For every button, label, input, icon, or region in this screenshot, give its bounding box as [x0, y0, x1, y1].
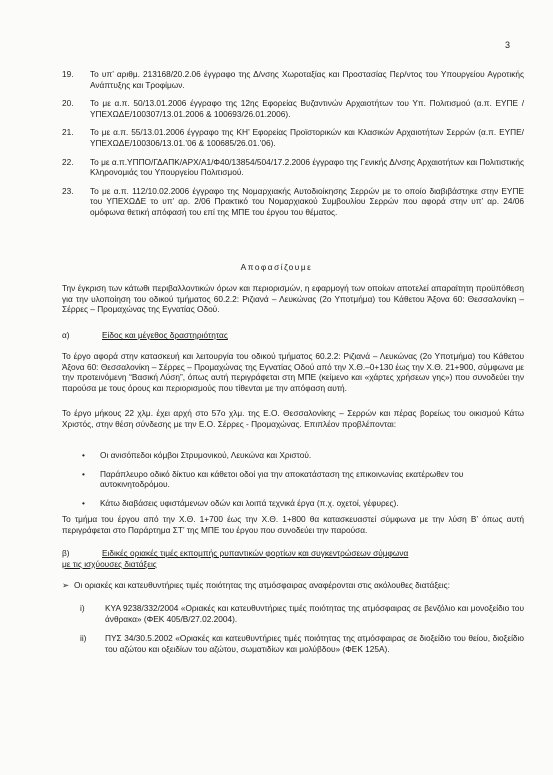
reference-item: [62, 186, 524, 218]
page-number: 3: [505, 40, 511, 50]
item-text: ΚΥΑ 9238/332/2004 «Οριακές και κατευθυντήριες τιμές ποιότητας της ατμόσφαιρας σε βενζόλιο και μονοξείδιο του άνθρακα» (ΦΕΚ 405/Β/27.02.2004).: [105, 603, 524, 624]
list-item-text: Κάτω διαβάσεις υφιστάμενων οδών και λοιπά τεχνικά έργα (π.χ. οχετοί, γέφυρες).: [100, 497, 399, 508]
list-item: [80, 603, 524, 624]
arrow-bullet-icon: ➢: [62, 580, 69, 590]
item-number: i): [80, 603, 85, 613]
item-text: Το με α.π. 112/10.02.2006 έγγραφο της Νομαρχιακής Αυτοδιοίκησης Σερρών με το οποίο διαβιβάστηκε στην ΕΥΠΕ του ΥΠΕΧΩΔΕ το υπ’ αρ. 2/06 Πρακτικό του Νομαρχιακού Συμβουλίου Σερρών που αφορά στην υπ’ αρ. 24/06 ομόφωνα θετική απόφασή του επί της ΜΠΕ του έργου του θέματος.: [90, 185, 524, 217]
solution-b-paragraph: Το τμήμα του έργου από την Χ.Θ. 1+700 έως την Χ.Θ. 1+800 θα κατασκευαστεί σύμφωνα με την λύση Β’ όπως αυτή περιγράφεται στο Παράρτημα ΣΤ’ της ΜΠΕ του έργου που συνοδεύει την παρούσα.: [62, 514, 524, 535]
section-letter: β): [62, 548, 70, 558]
item-text: Το υπ’ αριθμ. 213168/20.2.06 έγγραφο της Δ/νσης Χωροταξίας και Προστασίας Περ/ντος του Υπουργείου Αγροτικής Ανάπτυξης και Τροφίμων.: [90, 69, 524, 90]
provisions-list: [62, 450, 524, 516]
item-text: Το με α.π.ΥΠΠΟ/ΓΔΑΠΚ/ΑΡΧ/Α1/Φ40/13854/504/17.2.2006 έγγραφο της Γενικής Δ/νσης Αρχαιοτήτων και Πολιτιστικής Κληρονομιάς του Υπουργείου Πολιτισμού.: [90, 156, 524, 178]
item-number: 21.: [62, 127, 74, 138]
section-b-heading: [62, 548, 524, 569]
item-text: Το με α.π. 50/13.01.2006 έγγραφο της 12ης Εφορείας Βυζαντινών Αρχαιοτήτων του Υπ. Πολιτισμού (α.π. ΕΥΠΕ /ΥΠΕΧΩΔΕ/100307/13.01.2006 & 100693/26.01.2006).: [90, 98, 524, 119]
item-number: ii): [80, 633, 87, 644]
list-item: [62, 450, 524, 461]
section-letter: α): [62, 330, 70, 340]
list-item-text: Παράπλευρο οδικό δίκτυο και κάθετοι οδοί για την αποκατάσταση της επικοινωνίας εκατέρωθεν του αυτοκινητοδρόμου.: [100, 468, 464, 490]
bullet-icon: •: [82, 450, 85, 460]
section-a-heading: [62, 330, 524, 341]
section-title: Ειδικές οριακές τιμές εκπομπής ρυπαντικών φορτίων και συγκεντρώσεων σύμφωνα: [102, 548, 409, 558]
item-number: 22.: [62, 156, 74, 167]
air-quality-paragraph: [62, 580, 524, 591]
reference-item: [62, 69, 524, 90]
bullet-icon: •: [82, 468, 85, 479]
item-number: 20.: [62, 98, 74, 109]
list-item: [62, 498, 524, 509]
reference-item: [62, 127, 524, 148]
section-title-continued: με τις ισχύουσες διατάξεις: [62, 558, 157, 569]
list-item: [80, 633, 524, 654]
item-number: 19.: [62, 69, 74, 79]
decision-heading: Αποφασίζουμε: [240, 262, 313, 272]
bullet-icon: •: [82, 497, 85, 508]
project-description-paragraph: Το έργο αφορά στην κατασκευή και λειτουργία του οδικού τμήματος 60.2.2: Ριζιανά – Λευκώνας (2ο Υποτμήμα) του Κάθετου Άξονα 60: Θεσσαλονίκη – Σέρρες – Προμαχώνας της Εγνατίας Οδού από την Χ.Θ.–0+130 έως την Χ.Θ. 21+900, σύμφωνα με την προτεινόμενη “Βασική Λύση”, όπως αυτή περιγράφεται στη ΜΠΕ (κείμενο και «χάρτες χρήσεων γης») που συνοδεύει την παρούσα με τους όρους και περιορισμούς που τίθενται με την απόφαση αυτή.: [62, 351, 524, 393]
reference-item: [62, 157, 524, 178]
list-item-text: Οι ανισόπεδοι κόμβοι Στρυμονικού, Λευκώνα και Χριστού.: [100, 450, 312, 460]
approval-paragraph: Την έγκριση των κάτωθι περιβαλλοντικών όρων και περιορισμών, η εφαρμογή των οποίων αποτελεί απαραίτητη προϋπόθεση για την υλοποίηση του οδικού τμήματος 60.2.2: Ριζιανά – Λευκώνας (2ο Υποτμήμα) του Κάθετου Άξονα 60: Θεσσαλονίκη – Σέρρες – Προμαχώνας της Εγνατίας Οδού.: [62, 283, 524, 315]
item-text: Το με α.π. 55/13.01.2006 έγγραφο της ΚΗ’ Εφορείας Προϊστορικών και Κλασικών Αρχαιοτήτων Σερρών (α.π. ΕΥΠΕ/ΥΠΕΧΩΔΕ/100306/13.01.’06 & 100685/26.01.’06).: [90, 127, 524, 148]
project-length-paragraph: Το έργο μήκους 22 χλμ. έχει αρχή στο 57ο χλμ. της Ε.Ο. Θεσσαλονίκης – Σερρών και πέρας βορείως του οικισμού Κάτω Χριστός, στην θέση σύνδεσης με την Ε.Ο. Σέρρες - Προμαχώνας. Επιπλέον προβλέπονται:: [62, 408, 524, 429]
item-number: 23.: [62, 185, 74, 196]
reference-item: [62, 98, 524, 119]
reference-list: [62, 69, 524, 226]
list-item: [62, 469, 524, 490]
item-text: ΠΥΣ 34/30.5.2002 «Οριακές και κατευθυντήριες τιμές ποιότητας της ατμόσφαιρας σε διοξείδιο του θείου, διοξείδιο του αζώτου και οξειδίων του αζώτου, σωματιδίων και μολύβδου» (ΦΕΚ 125Α).: [105, 633, 524, 654]
regulations-list: [80, 603, 524, 663]
air-quality-text: Οι οριακές και κατευθυντήριες τιμές ποιότητας της ατμόσφαιρας αναφέρονται στις ακόλουθες διατάξεις:: [74, 580, 450, 590]
section-title: Είδος και μέγεθος δραστηριότητας: [102, 330, 228, 340]
